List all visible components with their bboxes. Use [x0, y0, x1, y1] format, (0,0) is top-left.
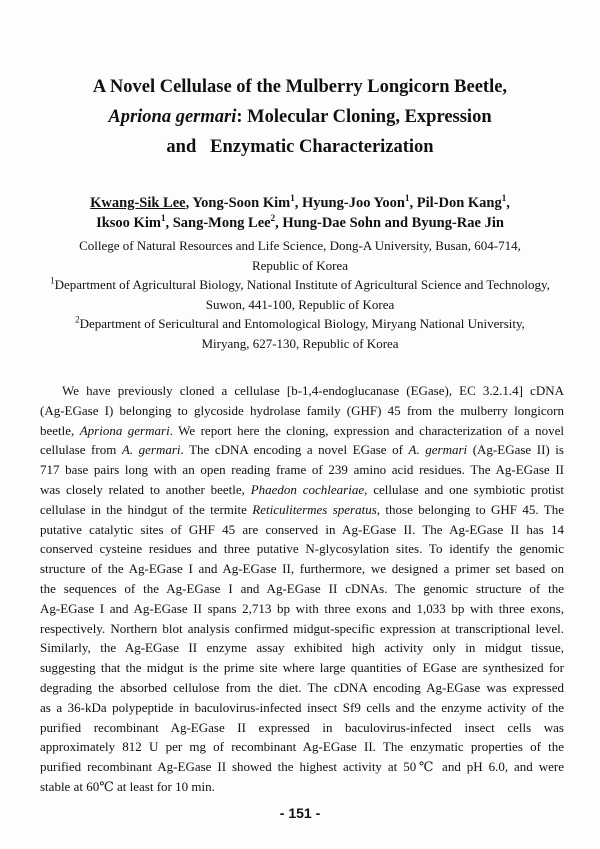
- abstract-line: 717 base pairs long with an open reading frame of 239 amino acid residues. The Ag-EGase II: [40, 462, 564, 478]
- title-line-3: and Enzymatic Characterization: [166, 137, 434, 157]
- abstract-line: cellulase in the hindgut of the termite Reticulitermes speratus, those belonging to GHF 45. The: [40, 501, 564, 517]
- affiliation-line: $^1$Department of Agricultural Biology, National Institute of Agricultural Science and Technology,: [50, 275, 550, 292]
- abstract-body: [40, 381, 565, 797]
- author: Iksoo Kim: [96, 215, 161, 231]
- title-line-2: Apriona germari: Molecular Cloning, Expression: [108, 107, 492, 127]
- abstract-line: Ag-EGase I and Ag-EGase II spans 2,713 bp with three exons and 1,033 bp with three exons,: [40, 600, 564, 616]
- affiliation-line: Miryang, 627-130, Republic of Korea: [201, 335, 399, 351]
- abstract-line: was closely related to another beetle, Phaedon cochleariae, cellulase and one symbiotic protist: [40, 481, 565, 497]
- author-list: [40, 193, 560, 233]
- abstract-line: stable at 60℃ at least for 10 min.: [40, 778, 215, 794]
- author-line-2: Iksoo Kim$^1$, Sang-Mong Lee$^2$, Hung-Dae Sohn and Byung-Rae Jin: [96, 213, 504, 231]
- abstract-line: purified recombinant Ag-EGase II expressed in baculovirus-infected insect cells was: [40, 719, 564, 735]
- author: Sang-Mong Lee: [172, 215, 271, 231]
- abstract-line: cellulase from A. germari. The cDNA encoding a novel EGase of A. germari (Ag-EGase II) is: [40, 442, 564, 458]
- affiliation-line: $^2$Department of Sericultural and Entomological Biology, Miryang National University,: [75, 314, 525, 331]
- abstract-line: respectively. Northern blot analysis confirmed midgut-specific expression at transcriptional level.: [40, 620, 564, 636]
- abstract-line: the sequences of the Ag-EGase I and Ag-EGase II cDNAs. The genomic structure of the: [40, 580, 564, 596]
- abstract-line: (Ag-EGase I) belonging to glycoside hydrolase family (GHF) 45 from the mulberry longicorn: [40, 402, 564, 418]
- affiliation-line: Suwon, 441-100, Republic of Korea: [205, 296, 395, 312]
- abstract-line: beetle, Apriona germari. We report here the cloning, expression and characterization of a novel: [40, 422, 564, 438]
- author: Yong-Soon Kim: [192, 195, 291, 211]
- author-presenting: Kwang-Sik Lee: [90, 195, 186, 211]
- abstract-line: Similarly, the Ag-EGase II enzyme assay exhibited high activity only in midgut tissue,: [40, 640, 564, 656]
- abstract-line: suggesting that the midgut is the prime site where large quantities of EGase are synthesized for: [40, 660, 564, 676]
- author: Hyung-Joo Yoon: [301, 195, 405, 211]
- abstract-line: as a 36-kDa polypeptide in baculovirus-infected insect Sf9 cells and the enzyme activity of the: [40, 699, 564, 715]
- title-line-1: A Novel Cellulase of the Mulberry Longicorn Beetle,: [92, 77, 508, 97]
- affiliations: [40, 236, 560, 353]
- abstract-line: purified recombinant Ag-EGase II showed the highest activity at 50℃ and pH 6.0, and were: [40, 759, 564, 775]
- abstract-line: conserved cysteine residues and three putative N-glycosylation sites. To identify the genomic: [40, 541, 564, 557]
- author: Pil-Don Kang: [416, 195, 502, 211]
- author-line-1: Kwang-Sik Lee, Yong-Soon Kim$^1$, Hyung-Joo Yoon$^1$, Pil-Don Kang$^1$,: [90, 193, 510, 211]
- abstract-line: approximately 812 U per mg of recombinant Ag-EGase II. The enzymatic properties of the: [40, 739, 564, 755]
- affiliation-line: Republic of Korea: [251, 257, 349, 273]
- title-species: Apriona germari: [108, 107, 237, 127]
- abstract-line: structure of the Ag-EGase I and Ag-EGase II, furthermore, we designed a primer set based on: [40, 561, 564, 577]
- page-number: - 151 -: [279, 805, 321, 821]
- paper-title: [30, 72, 570, 162]
- abstract-line: We have previously cloned a cellulase [b-1,4-endoglucanase (EGase), EC 3.2.1.4] cDNA: [62, 383, 564, 398]
- abstract-line: degrading the absorbed cellulose from the diet. The cDNA encoding Ag-EGase was expressed: [40, 679, 564, 695]
- affiliation-line: College of Natural Resources and Life Science, Dong-A University, Busan, 604-714,: [79, 238, 521, 253]
- author: Hung-Dae Sohn and Byung-Rae Jin: [282, 215, 504, 231]
- abstract-line: putative catalytic sites of GHF 45 are conserved in Ag-EGase II. The Ag-EGase II has 14: [40, 521, 564, 537]
